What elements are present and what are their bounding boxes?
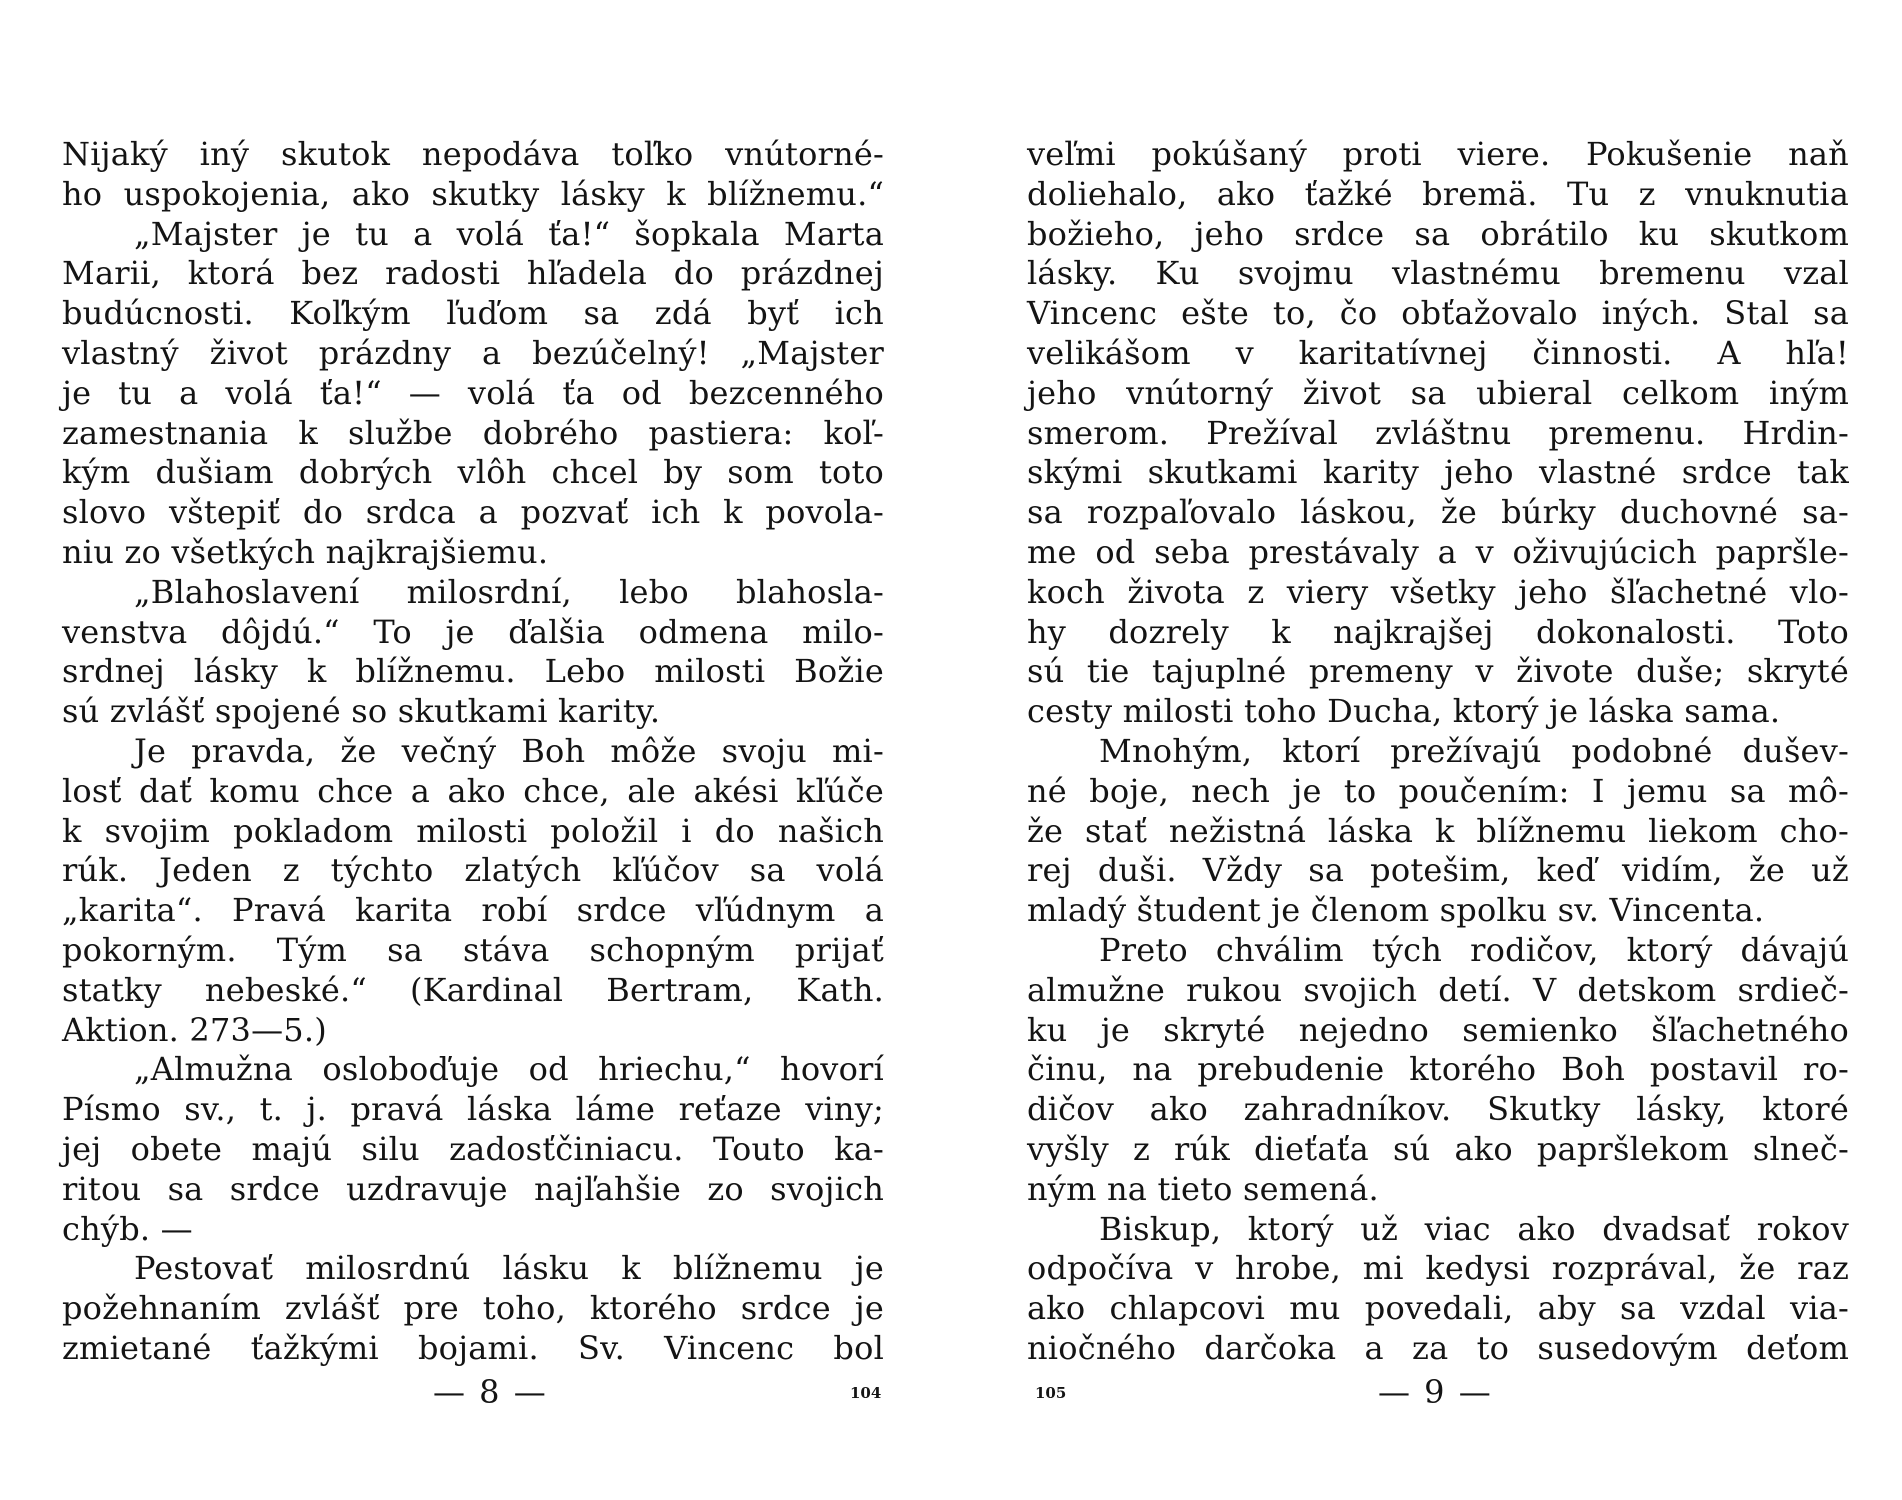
- text-line: ritou sa srdce uzdravuje najľahšie zo svojich: [62, 1169, 884, 1208]
- text-line: dičov ako zahradníkov. Skutky lásky, ktoré: [1027, 1090, 1849, 1129]
- text-line: rúk. Jeden z týchto zlatých kľúčov sa volá: [62, 851, 884, 890]
- text-line: vlastný život prázdny a bezúčelný! „Majster: [62, 333, 884, 372]
- text-line: ho uspokojenia, ako skutky lásky k blížnemu.“: [62, 174, 884, 213]
- text-line: zmietané ťažkými bojami. Sv. Vincenc bol: [62, 1328, 884, 1367]
- text-line: božieho, jeho srdce sa obrátilo ku skutkom: [1027, 214, 1849, 253]
- text-line: Vincenc ešte to, čo obťažovalo iných. Stal sa: [1027, 294, 1849, 333]
- right-page: [951, 0, 1902, 1500]
- text-line: velikášom v karitatívnej činnosti. A hľa!: [1027, 333, 1849, 372]
- text-line: veľmi pokúšaný proti viere. Pokušenie naň: [1027, 135, 1849, 173]
- text-line: „Blahoslavení milosrdní, lebo blahosla-: [134, 572, 884, 611]
- text-line: me od seba prestávaly a v oživujúcich papršle-: [1027, 532, 1849, 571]
- text-line: doliehalo, ako ťažké bremä. Tu z vnuknutia: [1027, 174, 1849, 213]
- text-line: sú tie tajuplné premeny v živote duše; skryté: [1027, 652, 1849, 691]
- text-line: skými skutkami karity jeho vlastné srdce tak: [1027, 453, 1849, 492]
- text-line: kým dušiam dobrých vlôh chcel by som toto: [62, 453, 884, 492]
- text-line: koch života z viery všetky jeho šľachetné vlo-: [1027, 572, 1849, 611]
- text-line: budúcnosti. Koľkým ľuďom sa zdá byť ich: [62, 294, 884, 333]
- text-line: požehnaním zvlášť pre toho, ktorého srdce je: [62, 1289, 884, 1328]
- text-line: zamestnania k službe dobrého pastiera: koľ-: [62, 413, 884, 452]
- left-page-text: [62, 135, 884, 1369]
- text-line: lásky. Ku svojmu vlastnému bremenu vzal: [1027, 254, 1849, 293]
- text-line: venstva dôjdú.“ To je ďalšia odmena milo-: [62, 612, 884, 651]
- text-line: „karita“. Pravá karita robí srdce vľúdnym a: [62, 891, 884, 930]
- text-line: „Majster je tu a volá ťa!“ šopkala Marta: [134, 214, 884, 253]
- text-line: sa rozpaľovalo láskou, že búrky duchovné sa-: [1027, 493, 1849, 532]
- text-line: ako chlapcovi mu povedali, aby sa vzdal via-: [1027, 1289, 1849, 1328]
- text-line: jej obete majú silu zadosťčiniacu. Touto ka-: [62, 1129, 884, 1168]
- text-line: hy dozrely k najkrajšej dokonalosti. Toto: [1027, 612, 1849, 651]
- text-line: srdnej lásky k blížnemu. Lebo milosti Božie: [62, 652, 884, 691]
- text-line: Marii, ktorá bez radosti hľadela do prázdnej: [62, 254, 884, 293]
- text-line: vyšly z rúk dieťaťa sú ako papršlekom slneč-: [1027, 1129, 1849, 1168]
- text-line: je tu a volá ťa!“ — volá ťa od bezcenného: [62, 373, 884, 412]
- text-line: Aktion. 273—5.): [62, 1010, 327, 1049]
- text-line: ným na tieto semená.: [1027, 1169, 1379, 1208]
- left-page-number: — 8 —: [433, 1373, 548, 1411]
- text-line: pokorným. Tým sa stáva schopným prijať: [62, 930, 884, 969]
- text-line: Preto chválim tých rodičov, ktorý dávajú: [1099, 930, 1849, 969]
- text-line: že stať nežistná láska k blížnemu liekom cho-: [1027, 811, 1849, 850]
- text-line: niu zo všetkých najkrajšiemu.: [62, 532, 549, 571]
- text-line: Mnohým, ktorí prežívajú podobné dušev-: [1099, 731, 1849, 770]
- text-line: statky nebeské.“ (Kardinal Bertram, Kath.: [62, 970, 884, 1009]
- text-line: Je pravda, že večný Boh môže svoju mi-: [134, 731, 884, 770]
- text-line: cesty milosti toho Ducha, ktorý je láska sama.: [1027, 692, 1781, 731]
- text-line: rej duši. Vždy sa potešim, keď vidím, že už: [1027, 851, 1849, 890]
- text-line: Biskup, ktorý už viac ako dvadsať rokov: [1099, 1209, 1849, 1248]
- text-line: Nijaký iný skutok nepodáva toľko vnútorné-: [62, 135, 884, 173]
- text-line: slovo vštepiť do srdca a pozvať ich k povola-: [62, 493, 884, 532]
- text-line: jeho vnútorný život sa ubieral celkom iným: [1027, 373, 1849, 412]
- text-line: né boje, nech je to poučením: I jemu sa mô-: [1027, 771, 1849, 810]
- text-line: sú zvlášť spojené so skutkami karity.: [62, 692, 661, 731]
- text-line: k svojim pokladom milosti položil i do našich: [62, 811, 884, 850]
- text-line: „Almužna osloboďuje od hriechu,“ hovorí: [134, 1050, 884, 1089]
- text-line: mladý študent je členom spolku sv. Vincenta.: [1027, 891, 1765, 930]
- text-line: činu, na prebudenie ktorého Boh postavil ro-: [1027, 1050, 1849, 1089]
- text-line: smerom. Prežíval zvláštnu premenu. Hrdin-: [1027, 413, 1849, 452]
- text-line: niočného darčoka a za to susedovým deťom: [1027, 1328, 1849, 1367]
- text-line: losť dať komu chce a ako chce, ale akési kľúče: [62, 771, 884, 810]
- text-line: almužne rukou svojich detí. V detskom srdieč-: [1027, 970, 1849, 1009]
- text-line: chýb. —: [62, 1209, 193, 1248]
- right-page-number: — 9 —: [1378, 1373, 1493, 1411]
- text-line: odpočíva v hrobe, mi kedysi rozprával, že raz: [1027, 1249, 1849, 1288]
- text-line: Pestovať milosrdnú lásku k blížnemu je: [134, 1249, 884, 1288]
- right-scan-number: 105: [1035, 1384, 1067, 1402]
- text-line: Písmo sv., t. j. pravá láska láme reťaze viny;: [62, 1090, 884, 1129]
- right-page-text: [1027, 135, 1849, 1369]
- left-scan-number: 104: [850, 1384, 882, 1402]
- text-line: ku je skryté nejedno semienko šľachetného: [1027, 1010, 1849, 1049]
